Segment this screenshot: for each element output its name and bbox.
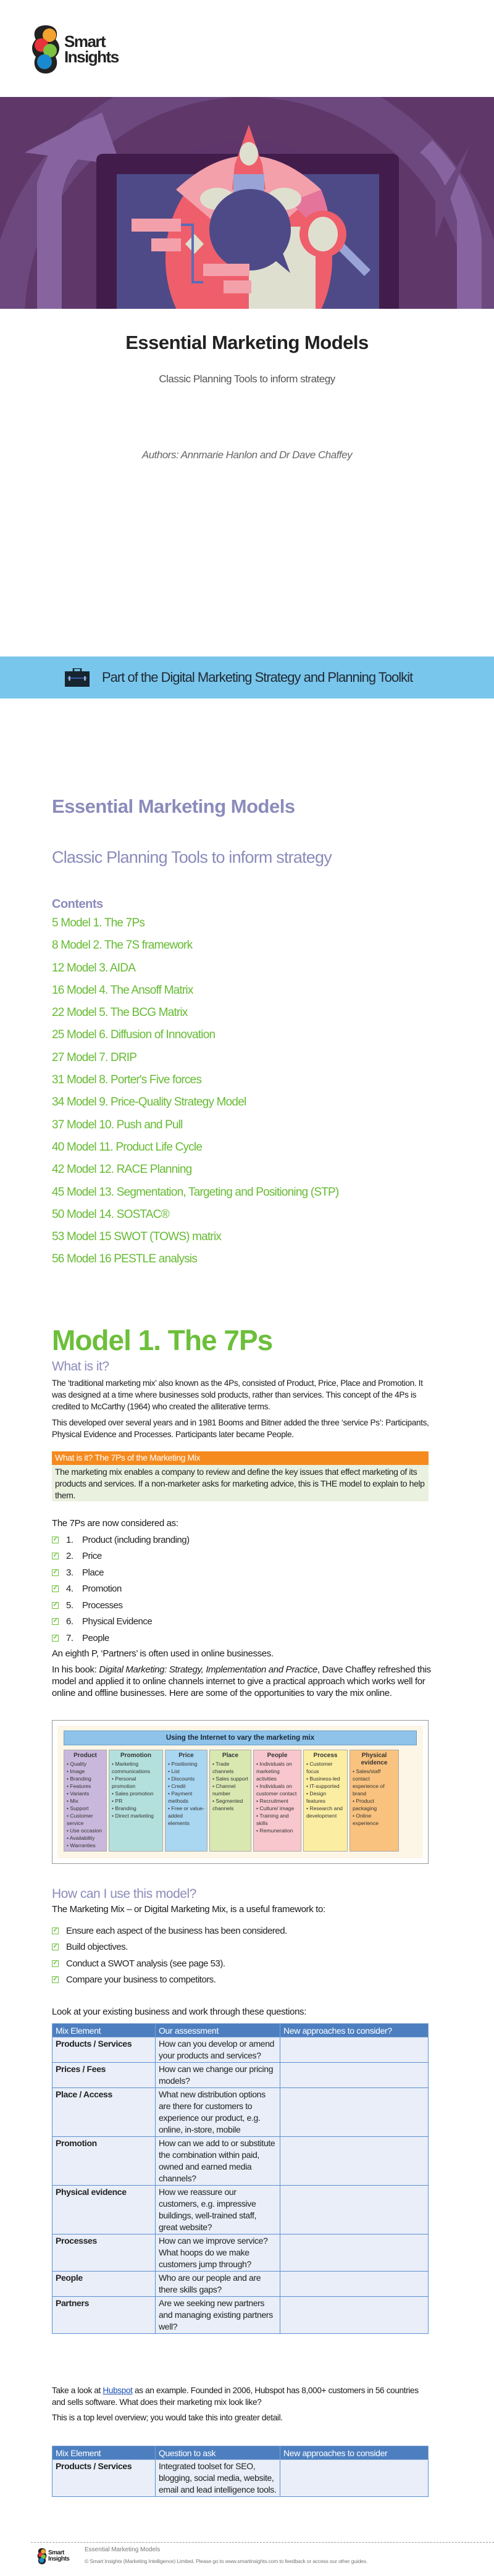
figure-column-item: • Payment methods — [168, 1790, 204, 1805]
figure-column-item: • Individuals on marketing activities — [256, 1760, 298, 1782]
seven-ps-item — [52, 1630, 190, 1647]
checkbox-icon: ✓ — [52, 1617, 58, 1625]
figure-title: Using the Internet to vary the marketing mix — [64, 1731, 417, 1745]
hubspot-paragraph — [52, 2385, 432, 2408]
how-to-use-item — [52, 1939, 287, 1956]
how-intro: The Marketing Mix – or Digital Marketing Mix, is a useful framework to: — [52, 1904, 325, 1915]
cover-authors: Authors: Annmarie Hanlon and Dr Dave Chaffey — [141, 449, 353, 461]
item-number: 1. — [66, 1534, 73, 1545]
cover-title: Essential Marketing Models — [125, 332, 369, 353]
seven-ps-list — [52, 1532, 190, 1647]
toc-link[interactable]: 27 Model 7. DRIP — [52, 1051, 137, 1064]
figure-column-title: Promotion — [120, 1752, 151, 1759]
logo-circles-icon — [31, 23, 61, 75]
hubspot-post: as an example. Founded in 2006, Hubspot has 8,000+ customers in 56 countries and sells software. What does their marketing mix look like? — [52, 2386, 419, 2407]
assessment-cell: How we reassure our customers, e.g. impressive buildings, well-trained staff, great website? — [156, 2186, 280, 2234]
item-label: People — [82, 1632, 109, 1643]
how-to-use-list — [52, 1923, 287, 1988]
item-label: Compare your business to competitors. — [66, 1974, 216, 1986]
figure-column-product — [64, 1750, 107, 1852]
assessment-table — [52, 2023, 429, 2334]
toc-link[interactable]: 50 Model 14. SOSTAC® — [52, 1207, 169, 1221]
logo-text: Smart Insights — [64, 32, 119, 66]
hubspot-pre: Take a look at — [52, 2386, 103, 2395]
figure-column-item: • Mix — [67, 1797, 104, 1805]
figure-column-list — [353, 1768, 396, 1827]
checkbox-icon: ✓ — [52, 1585, 58, 1592]
figure-column-item: • Recruitment — [256, 1797, 298, 1805]
item-number: 3. — [66, 1567, 73, 1578]
checkbox-icon: ✓ — [52, 1552, 58, 1559]
item-label: Product (including branding) — [82, 1534, 190, 1545]
contents-page-title: Essential Marketing Models — [52, 795, 295, 817]
figure-column-item: • PR — [112, 1797, 160, 1805]
figure-column-item: • Sales promotion — [112, 1790, 160, 1797]
checkbox-icon: ✓ — [52, 1535, 58, 1543]
figure-column-title: Place — [222, 1752, 239, 1759]
figure-column-item: • Sales/staff contact experience of brand — [353, 1768, 396, 1797]
figure-column-item: • Culture/ image — [256, 1805, 298, 1812]
hubspot-table — [52, 2446, 429, 2497]
contents-page-subtitle: Classic Planning Tools to inform strategy — [52, 848, 332, 866]
column-header: Question to ask — [156, 2446, 280, 2460]
history-paragraph: This developed over several years and in 1981 Booms and Bitner added the three ‘service Ps’: Participants, Physical Evidence and Processes. Participants later became People. — [52, 1418, 429, 1439]
figure-column-item: • Customer service — [67, 1812, 104, 1827]
model-title: Model 1. The 7Ps — [52, 1324, 273, 1356]
item-number: 6. — [66, 1616, 73, 1627]
item-label: Ensure each aspect of the business has been considered. — [66, 1925, 287, 1936]
figure-column-item: • Training and skills — [256, 1812, 298, 1827]
column-header: Mix Element — [52, 2024, 156, 2037]
seven-ps-item — [52, 1597, 190, 1614]
assessment-cell: Are we seeking new partners and managing existing partners well? — [156, 2297, 280, 2334]
book-pre: In his book: — [52, 1664, 99, 1675]
checkbox-icon: ✓ — [52, 1634, 58, 1641]
footer-copyright: © Smart Insights (Marketing Intelligence) Limited. Please go to www.smartinsights.com to feedback or access our other guides. — [85, 2558, 368, 2564]
figure-column-title: Price — [178, 1752, 194, 1759]
figure-column-people — [253, 1750, 301, 1852]
mix-element-cell: Physical evidence — [52, 2186, 156, 2234]
new-approaches-cell[interactable] — [280, 2186, 429, 2234]
figure-column-item: • Segmented channels — [212, 1797, 248, 1812]
item-label: Conduct a SWOT analysis (see page 53). — [66, 1958, 225, 1969]
table-of-contents — [52, 917, 338, 1275]
how-to-use-heading: How can I use this model? — [52, 1887, 196, 1901]
new-approaches-cell[interactable] — [280, 2234, 429, 2272]
figure-column-item: • Research and development — [306, 1805, 345, 1819]
intro-paragraph: The ‘traditional marketing mix’ also known as the 4Ps, consisted of Product, Price, Place and Promotion. It was designed at a time where businesses sold products, rather than services. This concept of the 4Ps is credited to McCarthy (1964) who created the alliterative terms. — [52, 1378, 423, 1411]
toc-link[interactable]: 12 Model 3. AIDA — [52, 961, 136, 975]
callout-body: The marketing mix enables a company to review and define the key issues that effect marketing of its products and services. If a non-marketer asks for marketing advice, this is THE model to explain to help them. — [52, 1465, 429, 1501]
what-is-it-heading: What is it? — [52, 1359, 109, 1374]
footer-doc-title: Essential Marketing Models — [85, 2546, 161, 2553]
figure-column-physical-evidence — [350, 1750, 399, 1852]
mix-element-cell: Processes — [52, 2234, 156, 2272]
toc-link[interactable]: 31 Model 8. Porter's Five forces — [52, 1073, 202, 1087]
figure-column-item: • Business-led — [306, 1775, 345, 1782]
contents-heading: Contents — [52, 897, 103, 911]
hubspot-link[interactable]: Hubspot — [103, 2386, 133, 2395]
table-header-row — [52, 2446, 429, 2460]
new-approaches-cell[interactable] — [280, 2297, 429, 2334]
footer-logo-text: Smart Insights — [48, 2549, 70, 2562]
item-label: Price — [82, 1551, 102, 1562]
figure-column-item: • Trade channels — [212, 1760, 248, 1775]
assessment-cell: What new distribution options are there for customers to experience our product, e.g. online, in-store, mobile — [156, 2088, 280, 2137]
figure-column-item: • Direct marketing — [112, 1812, 160, 1819]
toc-link[interactable]: 53 Model 15 SWOT (TOWS) matrix — [52, 1230, 222, 1244]
figure-column-list — [256, 1760, 298, 1834]
toc-link[interactable]: 8 Model 2. The 7S framework — [52, 939, 193, 952]
callout-heading: What is it? The 7Ps of the Marketing Mix — [52, 1451, 429, 1465]
new-approaches-cell[interactable] — [280, 2272, 429, 2297]
figure-column-item: • Design features — [306, 1790, 345, 1805]
mix-element-cell: People — [52, 2272, 156, 2297]
figure-column-title: Process — [313, 1752, 338, 1759]
column-header: New approaches to consider? — [280, 2024, 429, 2037]
figure-column-item: • Credit — [168, 1782, 204, 1790]
item-label: Processes — [82, 1600, 123, 1611]
mix-element-cell: Place / Access — [52, 2088, 156, 2137]
how-to-use-item — [52, 1955, 287, 1972]
marketing-mix-figure — [52, 1720, 429, 1864]
assessment-cell: How can you develop or amend your products and services? — [156, 2037, 280, 2063]
toc-link[interactable]: 25 Model 6. Diffusion of Innovation — [52, 1028, 216, 1042]
figure-column-item: • Sales support — [212, 1775, 248, 1782]
seven-ps-item — [52, 1548, 190, 1565]
figure-column-item: • Free or value-added elements — [168, 1805, 204, 1827]
toc-link[interactable]: 56 Model 16 PESTLE analysis — [52, 1252, 198, 1266]
table-row — [52, 2088, 429, 2137]
mix-element-cell: Products / Services — [52, 2037, 156, 2063]
item-number: 4. — [66, 1584, 73, 1595]
table-row — [52, 2297, 429, 2334]
checkbox-icon: ✓ — [52, 1568, 58, 1575]
figure-column-list — [306, 1760, 345, 1819]
column-header: New approaches to consider — [280, 2446, 429, 2460]
toc-link[interactable]: 42 Model 12. RACE Planning — [52, 1163, 192, 1177]
footer-logo — [37, 2546, 74, 2566]
figure-column-title: Product — [73, 1752, 97, 1759]
toc-link[interactable]: 5 Model 1. The 7Ps — [52, 917, 145, 929]
figure-column-item: • IT-supported — [306, 1782, 345, 1790]
toc-link[interactable]: 34 Model 9. Price-Quality Strategy Model — [52, 1096, 246, 1109]
page-footer — [31, 2542, 494, 2576]
new-approaches-cell[interactable] — [280, 2088, 429, 2137]
table-row — [52, 2272, 429, 2297]
assessment-cell: Who are our people and are there skills gaps? — [156, 2272, 280, 2297]
briefcase-icon — [65, 668, 90, 687]
mix-element-cell: Products / Services — [52, 2460, 156, 2497]
item-label: Build objectives. — [66, 1942, 128, 1953]
table-header-row — [52, 2024, 429, 2037]
how-to-use-item — [52, 1923, 287, 1939]
assessment-cell: How can we add to or substitute the combination within paid, owned and earned media channels? — [156, 2137, 280, 2186]
mix-element-cell: Partners — [52, 2297, 156, 2334]
new-approaches-cell[interactable] — [280, 2137, 429, 2186]
figure-column-item: • Remuneration — [256, 1827, 298, 1834]
figure-column-item: • Image — [67, 1768, 104, 1775]
overview-note: This is a top level overview; you would take this into greater detail. — [52, 2413, 283, 2422]
figure-column-item: • Use occasion — [67, 1827, 104, 1834]
assessment-cell: How can we change our pricing models? — [156, 2063, 280, 2088]
figure-column-item: • Variants — [67, 1790, 104, 1797]
eighth-p-text: An eighth P, ‘Partners’ is often used in online businesses. — [52, 1648, 274, 1659]
figure-column-item: • Warranties — [67, 1842, 104, 1849]
cover-subtitle: Classic Planning Tools to inform strategy — [159, 373, 335, 385]
figure-column-list — [112, 1760, 160, 1819]
figure-column-item: • Positioning — [168, 1760, 204, 1768]
seven-ps-item — [52, 1581, 190, 1598]
table-row — [52, 2186, 429, 2234]
figure-column-item: • Marketing communications — [112, 1760, 160, 1775]
mix-element-cell: Promotion — [52, 2137, 156, 2186]
item-label: Place — [82, 1567, 104, 1578]
figure-column-item: • Branding — [67, 1775, 104, 1782]
checkbox-icon: ✓ — [52, 1959, 58, 1966]
figure-column-item: • Features — [67, 1782, 104, 1790]
item-label: Promotion — [82, 1584, 122, 1595]
figure-column-item: • List — [168, 1768, 204, 1775]
logo-circles-icon — [37, 2546, 47, 2566]
hero-illustration — [0, 97, 494, 309]
item-number: 7. — [66, 1632, 73, 1643]
figure-column-promotion — [109, 1750, 163, 1852]
toolkit-label: Part of the Digital Marketing Strategy and Planning Toolkit — [102, 669, 413, 685]
toc-link[interactable]: 37 Model 10. Push and Pull — [52, 1118, 183, 1131]
figure-column-title: Physical evidence — [361, 1752, 388, 1766]
list-intro: The 7Ps are now considered as: — [52, 1518, 178, 1529]
table-row — [52, 2137, 429, 2186]
seven-ps-item — [52, 1614, 190, 1630]
table-row — [52, 2063, 429, 2088]
mix-element-cell: Prices / Fees — [52, 2063, 156, 2088]
smart-insights-logo — [31, 23, 142, 75]
seven-ps-item — [52, 1532, 190, 1548]
seven-ps-item — [52, 1564, 190, 1581]
item-label: Physical Evidence — [82, 1616, 153, 1627]
item-number: 2. — [66, 1551, 73, 1562]
toc-link[interactable]: 16 Model 4. The Ansoff Matrix — [52, 983, 193, 997]
checkbox-icon: ✓ — [52, 1601, 58, 1608]
assessment-cell: How can we improve service? What hoops do we make customers jump through? — [156, 2234, 280, 2272]
new-approaches-cell[interactable] — [280, 2063, 429, 2088]
figure-column-place — [209, 1750, 251, 1852]
book-paragraph — [52, 1664, 432, 1699]
checkbox-icon: ✓ — [52, 1926, 58, 1934]
figure-column-item: • Customer focus — [306, 1760, 345, 1775]
checkbox-icon: ✓ — [52, 1943, 58, 1950]
new-approaches-cell[interactable] — [280, 2460, 429, 2497]
callout-box — [52, 1451, 429, 1501]
table-row — [52, 2460, 429, 2497]
toc-link[interactable]: 40 Model 11. Product Life Cycle — [52, 1140, 203, 1154]
figure-column-list — [212, 1760, 248, 1812]
item-number: 5. — [66, 1600, 73, 1611]
figure-column-list — [67, 1760, 104, 1849]
toc-link[interactable]: 45 Model 13. Segmentation, Targeting and Positioning (STP) — [52, 1185, 339, 1199]
figure-column-list — [168, 1760, 204, 1827]
figure-column-item: • Quality — [67, 1760, 104, 1768]
figure-column-item: • Product packaging — [353, 1797, 396, 1812]
figure-column-item: • Availability — [67, 1834, 104, 1842]
book-title: Digital Marketing: Strategy, Implementation and Practice — [99, 1664, 317, 1675]
figure-column-item: • Online experience — [353, 1812, 396, 1827]
book-post: , Dave Chaffey refreshed this model and applied it to online channels internet to give a practical approach which works well for online and offline businesses. Here are some of the opportunities to vary the mix online. — [52, 1664, 431, 1698]
figure-column-item: • Channel number — [212, 1782, 248, 1797]
table-row — [52, 2037, 429, 2063]
figure-column-item: • Support — [67, 1805, 104, 1812]
new-approaches-cell[interactable] — [280, 2037, 429, 2063]
figure-column-item: • Personal promotion — [112, 1775, 160, 1790]
toolkit-band — [0, 657, 494, 699]
column-header: Our assessment — [156, 2024, 280, 2037]
figure-column-title: People — [267, 1752, 288, 1759]
questions-intro: Look at your existing business and work through these questions: — [52, 2007, 307, 2017]
column-header: Mix Element — [52, 2446, 156, 2460]
figure-column-process — [303, 1750, 348, 1852]
figure-column-item: • Individuals on customer contact — [256, 1782, 298, 1797]
figure-column-item: • Branding — [112, 1805, 160, 1812]
figure-column-item: • Discounts — [168, 1775, 204, 1782]
table-row — [52, 2234, 429, 2272]
checkbox-icon: ✓ — [52, 1976, 58, 1983]
figure-column-price — [165, 1750, 207, 1852]
assessment-cell: Integrated toolset for SEO, blogging, social media, website, email and lead intelligence tools. — [156, 2460, 280, 2497]
how-to-use-item — [52, 1972, 287, 1989]
toc-link[interactable]: 22 Model 5. The BCG Matrix — [52, 1006, 188, 1020]
